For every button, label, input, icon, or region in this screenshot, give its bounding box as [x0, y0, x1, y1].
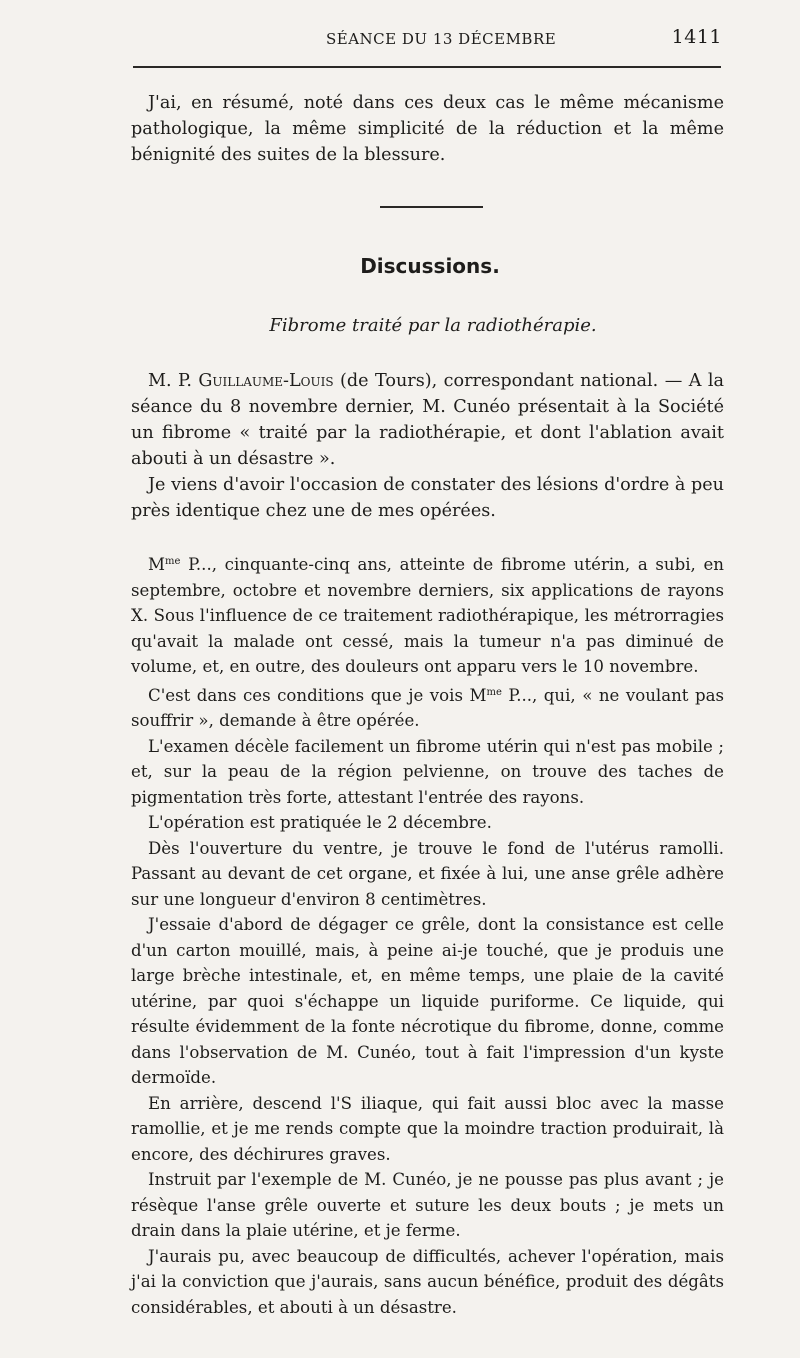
case-paragraph-1 [131, 549, 724, 680]
author-name: Guillaume-Louis [198, 371, 334, 391]
case-title-m: M [148, 555, 165, 574]
body-paragraph-1 [131, 368, 724, 472]
section-title: Discussions. [360, 254, 500, 278]
running-header [130, 26, 722, 52]
case-paragraph-2 [131, 680, 724, 734]
case-paragraph-7: En arrière, descend l'S iliaque, qui fait aussi bloc avec la masse ramollie, et je me rends compte que la moindre traction produirait, là encore, des déchirures graves. [131, 1093, 724, 1164]
author-initials: M. P. [148, 371, 199, 391]
case-paragraph-9: J'aurais pu, avec beaucoup de difficultés, achever l'opération, mais j'ai la conviction que j'aurais, sans aucun bénéfice, produit des dégâts considérables, et abouti à un désastre. [131, 1246, 724, 1317]
page-number: 1411 [671, 26, 722, 48]
case-paragraph-6: J'essaie d'abord de dégager ce grêle, dont la consistance est celle d'un carton mouillé, mais, à peine ai-je touché, que je produis une large brèche intestinale, et, en même temps, une plaie de la cavité utérine, par quoi s'échappe un liquide puriforme. Ce liquide, qui résulte évidemment de la fonte nécrotique du fibrome, donne, comme dans l'observation de M. Cunéo, tout à fait l'impression d'un kyste dermoïde. [131, 915, 724, 1087]
case-paragraph-3: L'examen décèle facilement un fibrome utérin qui n'est pas mobile ; et, sur la peau de la région pelvienne, on trouve des taches de pigmentation très forte, attestant l'entrée des rayons. [131, 736, 724, 807]
case-paragraph-2-start: C'est dans ces conditions que je vois M [148, 685, 487, 705]
section-divider [380, 206, 483, 208]
case-paragraph-5: Dès l'ouverture du ventre, je trouve le fond de l'utérus ramolli. Passant au devant de cet organe, et fixée à lui, une anse grêle adhère sur une longueur d'environ 8 centimètres. [131, 838, 724, 909]
intro-block [131, 90, 724, 168]
intro-paragraph: J'ai, en résumé, noté dans ces deux cas le même mécanisme pathologique, la même simplicité de la réduction et la même bénignité des suites de la blessure. [131, 93, 724, 165]
case-paragraph-8: Instruit par l'exemple de M. Cunéo, je ne pousse pas plus avant ; je résèque l'anse grêle ouverte et suture les deux bouts ; je mets un drain dans la plaie utérine, et je ferme. [131, 1170, 724, 1240]
case-paragraph-1-text: P..., cinquante-cinq ans, atteinte de fibrome utérin, a subi, en septembre, octobre et novembre derniers, six applications de rayons X. Sous l'influence de ce traitement radiothérapique, les métrorragies qu'avait la malade ont cessé, mais la tumeur n'a pas diminué de volume, et, en outre, des douleurs ont apparu vers le 10 novembre. [131, 555, 724, 676]
running-title: SÉANCE DU 13 DÉCEMBRE [326, 30, 557, 48]
case-title-me: me [165, 556, 181, 567]
body-paragraph-1-text: (de Tours), correspondant national. — A la séance du 8 novembre dernier, M. Cunéo présentait à la Société un fibrome « traité par la radiothérapie, et dont l'ablation avait abouti à un désastre ». [131, 371, 724, 469]
header-rule [133, 66, 721, 68]
case-paragraph-2-end: P..., qui, « ne voulant pas souffrir », demande à être opérée. [131, 685, 724, 730]
article-subtitle: Fibrome traité par la radiothérapie. [269, 315, 597, 336]
body-paragraph-2: Je viens d'avoir l'occasion de constater des lésions d'ordre à peu près identique chez une de mes opérées. [131, 475, 724, 521]
discussion-body [131, 368, 724, 524]
case-paragraph-4: L'opération est pratiquée le 2 décembre. [148, 813, 492, 832]
case-report [131, 549, 724, 1320]
case-paragraph-2-me: me [486, 686, 502, 698]
